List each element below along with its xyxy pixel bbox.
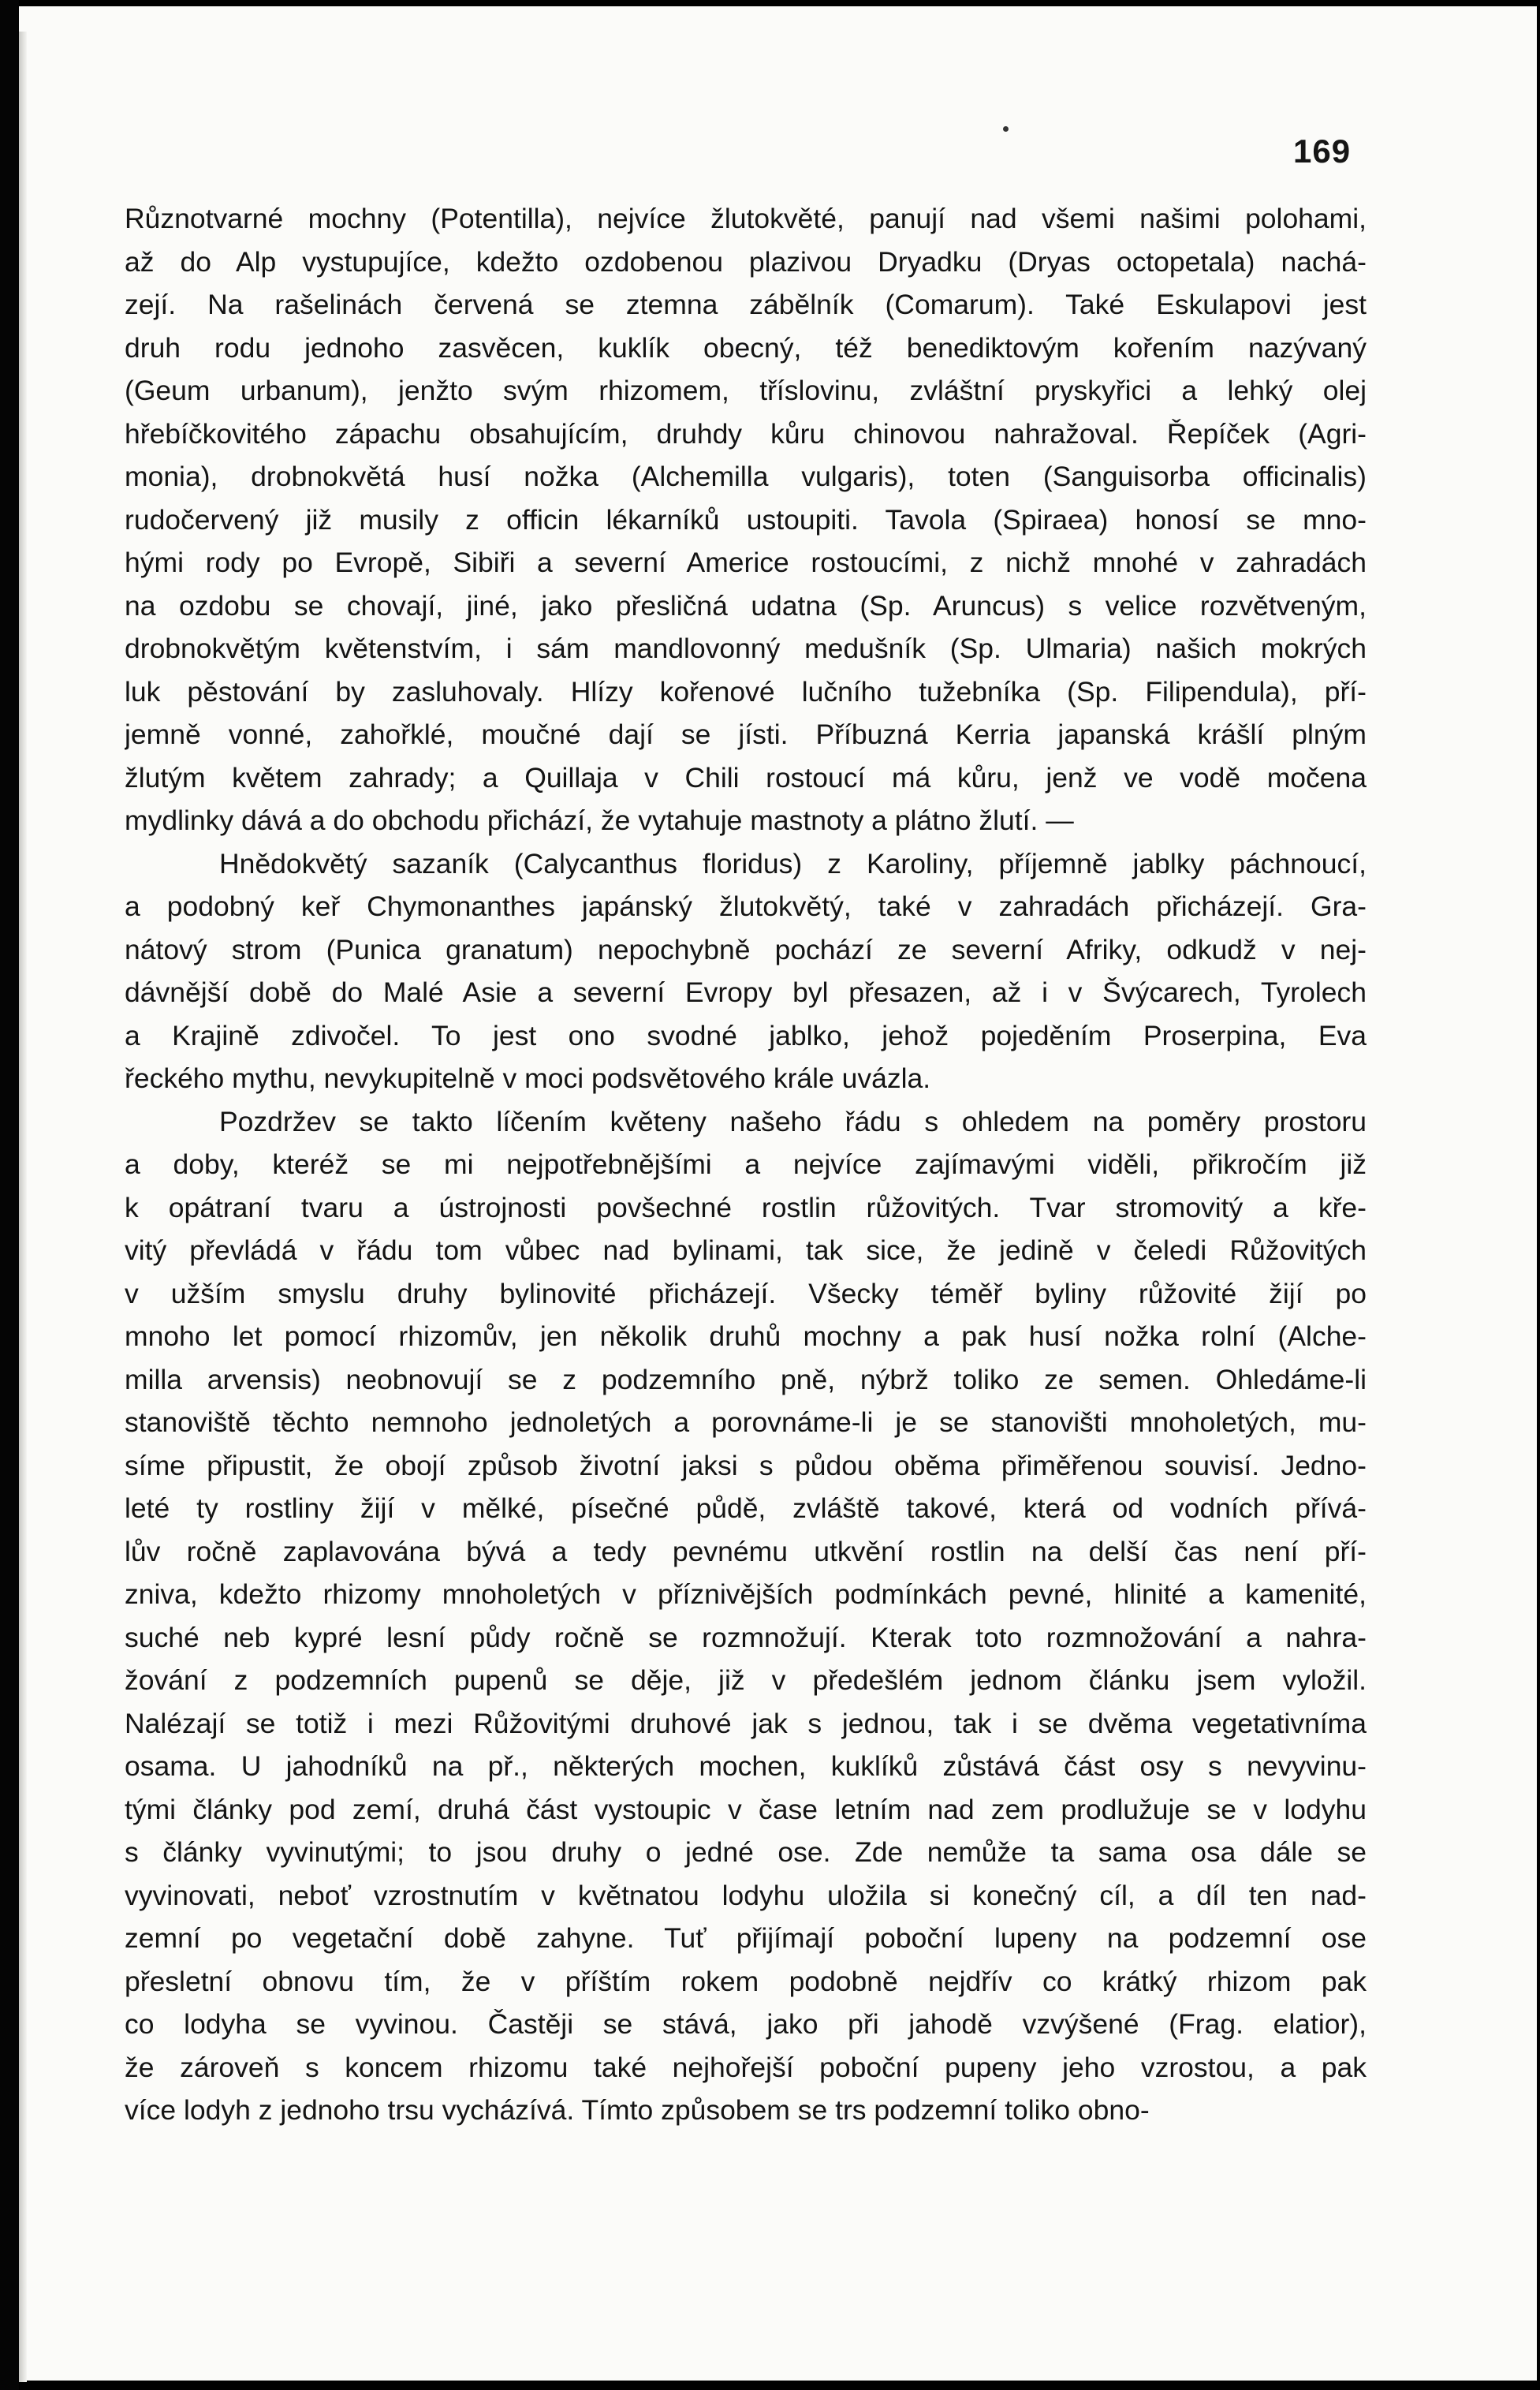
text-line: Hnědokvětý sazaník (Calycanthus floridus) z Karoliny, příjemně jablky páchnoucí, [219,847,1367,879]
text-line: zemní po vegetační době zahyne. Tuť přijímají poboční lupeny na podzemní ose [125,1922,1367,1954]
page-number: 169 [1293,133,1352,170]
text-line: mnoho let pomocí rhizomův, jen několik druhů mochny a pak husí nožka rolní (Alche- [125,1320,1367,1352]
text-line: až do Alp vystupujíce, kdežto ozdobenou plazivou Dryadku (Dryas octopetala) nachá- [125,245,1367,278]
text-line: luk pěstování by zasluhovaly. Hlízy kořenové lučního tužebníka (Sp. Filipendula), pří- [125,675,1367,708]
text-line: monia), drobnokvětá husí nožka (Alchemilla vulgaris), toten (Sanguisorba officinalis) [125,461,1367,492]
text-line: vyvinovati, neboť vzrostnutím v květnatou lodyhu uložila si konečný cíl, a díl ten nad- [125,1879,1367,1911]
body-text [125,197,1367,2132]
text-line: druh rodu jednoho zasvěcen, kuklík obecný, též benediktovým kořením nazývaný [125,331,1367,364]
text-line: hřebíčkovitého zápachu obsahujícím, druhdy kůru chinovou nahražoval. Řepíček (Agri- [125,417,1367,450]
text-line: přesletní obnovu tím, že v příštím rokem podobně nejdřív co krátký rhizom pak [125,1965,1367,1997]
text-line: rudočervený již musily z officin lékarníků ustoupiti. Tavola (Spiraea) honosí se mno- [125,503,1367,536]
text-line: k opátraní tvaru a ústrojnosti povšechné rostlin růžovitých. Tvar stromovitý a kře- [125,1191,1367,1223]
text-line: zniva, kdežto rhizomy mnoholetých v příznivějších podmínkách pevné, hlinité a kamenité, [125,1578,1367,1610]
text-line: vitý převládá v řádu tom vůbec nad bylinami, tak sice, že jedině v čeledi Růžovitých [125,1234,1367,1266]
text-line: mydlinky dává a do obchodu přichází, že vytahuje mastnoty a plátno žlutí. — [125,805,1074,836]
text-line: dávnější době do Malé Asie a severní Evropy byl přesazen, až i v Švýcarech, Tyrolech [125,977,1367,1008]
text-line: Pozdržev se takto líčením květeny našeho řádu s ohledem na poměry prostoru [219,1105,1367,1137]
text-line: a Krajině zdivočel. To jest ono svodné jablko, jehož pojeděním Proserpina, Eva [125,1019,1367,1051]
text-line: více lodyh z jednoho trsu vycházívá. Tímto způsobem se trs podzemní toliko obno- [125,2094,1150,2126]
text-line: a podobný keř Chymonanthes japánský žlutokvětý, také v zahradách přicházejí. Gra- [125,891,1367,922]
text-line: Nalézají se totiž i mezi Růžovitými druhové jak s jednou, tak i se dvěma vegetativníma [125,1707,1367,1739]
scan-border [0,0,19,2390]
text-line: (Geum urbanum), jenžto svým rhizomem, tříslovinu, zvláštní pryskyřici a lehký olej [125,375,1367,406]
text-line: lův ročně zaplavována bývá a tedy pevnému utkvění rostlin na delší čas není pří- [125,1535,1367,1567]
text-line: milla arvensis) neobnovují se z podzemního pně, nýbrž toliko ze semen. Ohledáme-li [125,1363,1367,1395]
text-line: suché neb kypré lesní půdy ročně se rozmnožují. Kterak toto rozmnožování a nahra- [125,1621,1367,1653]
text-line: řeckého mythu, nevykupitelně v moci podsvětového krále uvázla. [125,1062,931,1094]
text-line: leté ty rostliny žijí v mělké, písečné půdě, zvláště takové, která od vodních přívá- [125,1492,1367,1524]
text-line: tými články pod zemí, druhá část vystoupic v čase letním nad zem prodlužuje se v lodyhu [125,1793,1367,1825]
text-line: co lodyha se vyvinou. Častěji se stává, jako při jahodě vzvýšené (Frag. elatior), [125,2008,1367,2040]
page-edge-shadow [19,32,27,2382]
text-line: hými rody po Evropě, Sibiři a severní Americe rostoucími, z nichž mnohé v zahradách [125,547,1367,578]
text-line: jemně vonné, zahořklé, moučné dají se jísti. Příbuzná Kerria japanská krášlí plným [125,719,1367,750]
text-line: žlutým květem zahrady; a Quillaja v Chili rostoucí má kůru, jenž ve vodě močena [125,761,1367,794]
text-line: žování z podzemních pupenů se děje, již v předešlém jednom článku jsem vyložil. [125,1664,1367,1696]
text-line: Různotvarné mochny (Potentilla), nejvíce žlutokvěté, panují nad všemi našimi polohami, [125,203,1367,234]
text-line: a doby, kteréž se mi nejpotřebnějšími a nejvíce zajímavými viděli, přikročím již [125,1148,1367,1180]
text-line: nátový strom (Punica granatum) nepochybně pochází ze severní Afriky, odkudž v nej- [125,933,1367,965]
text-line: že zároveň s koncem rhizomu také nejhořejší poboční pupeny jeho vzrostou, a pak [125,2051,1367,2083]
text-line: zejí. Na rašelinách červená se ztemna zábělník (Comarum). Také Eskulapovi jest [125,289,1367,320]
text-line: stanoviště těchto nemnoho jednoletých a porovnáme-li je se stanovišti mnoholetých, mu- [125,1406,1367,1438]
text-line: síme připustit, že obojí způsob životní jaksi s půdou oběma přiměřenou souvisí. Jedno- [125,1449,1367,1481]
text-line: s články vyvinutými; to jsou druhy o jedné ose. Zde nemůže ta sama osa dále se [125,1836,1367,1868]
text-line: drobnokvětým květenstvím, i sám mandlovonný medušník (Sp. Ulmaria) našich mokrých [125,633,1367,664]
text-line: na ozdobu se chovají, jiné, jako přesličná udatna (Sp. Aruncus) s velice rozvětveným, [125,589,1367,622]
text-line: v užším smyslu druhy bylinovité přicházejí. Všecky téměř byliny růžovité žijí po [125,1277,1367,1309]
text-line: osama. U jahodníků na př., některých mochen, kuklíků zůstává část osy s nevyvinu- [125,1750,1367,1782]
print-speck [1003,126,1009,132]
